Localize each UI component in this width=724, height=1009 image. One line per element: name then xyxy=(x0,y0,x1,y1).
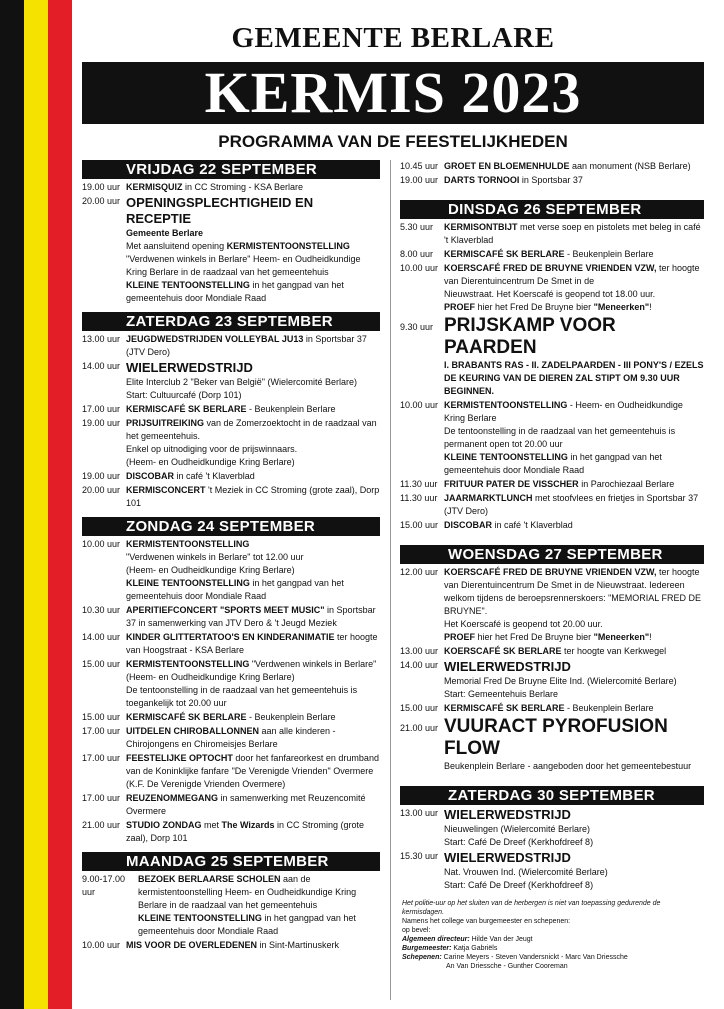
event: 19.00 uur DISCOBAR in café 't Klaverblad xyxy=(82,471,255,481)
day-header-friday: VRIJDAG 22 SEPTEMBER xyxy=(82,160,380,179)
event: 13.00 uur JEUGDWEDSTRIJDEN VOLLEYBAL JU13 in Sportsbar 37 (JTV Dero) xyxy=(82,334,367,357)
event: 11.30 uur FRITUUR PATER DE VISSCHER in Parochiezaal Berlare xyxy=(400,479,675,489)
event: 21.00 uur STUDIO ZONDAG met The Wizards in CC Stroming (grote zaal), Dorp 101 xyxy=(82,820,364,843)
event: 19.00 uur KERMISQUIZ in CC Stroming - KSA Berlare xyxy=(82,182,304,192)
event: 14.00 uur KINDER GLITTERTATOO'S EN KINDERANIMATIE ter hoogte van Hoogstraat - KSA Berlare xyxy=(82,632,378,655)
event: 15.00 uur KERMISCAFÉ SK BERLARE - Beukenplein Berlare xyxy=(82,712,336,722)
poster xyxy=(82,0,704,1009)
right-column xyxy=(400,160,704,971)
day-header-saturday: ZATERDAG 23 SEPTEMBER xyxy=(82,312,380,331)
event: 15.00 uur DISCOBAR in café 't Klaverblad xyxy=(400,520,573,530)
footer-notice: Het politie-uur op het sluiten van de herbergen is niet van toepassing gedurende de kermisdagen. Namens het college van burgemeester en schepenen: op bevel: Algemeen directeur: Hilde Van der Jeugt Burgemeester: Katja Gabriëls Schepenen: Carine Meyers - Steven Vandersnickt - Marc Van Driessche An Van Driessche - Gunther Cooreman xyxy=(402,900,661,970)
event: 19.00 uur PRIJSUITREIKING van de Zomerzoektocht in de raadzaal van het gemeentehuis. Enkel op uitnodiging voor de prijswinnaars. (Heem- en Oudheidkundige Kring Berlare) xyxy=(82,418,377,467)
column-divider xyxy=(390,160,391,1000)
event: 9.00-17.00 uur BEZOEK BERLAARSE SCHOLEN aan de kermistentoonstelling Heem- en Oudheidkundige Kring Berlare in de raadzaal van het gemeentehuis KLEINE TENTOONSTELLING in het gangpad van het gemeentehuis door Mondiale Raad xyxy=(82,874,357,936)
event: 15.00 uur KERMISCAFÉ SK BERLARE - Beukenplein Berlare xyxy=(400,703,654,713)
municipality-title: GEMEENTE BERLARE xyxy=(231,22,555,54)
event: 9.30 uur PRIJSKAMP VOOR PAARDEN I. BRABANTS RAS - II. ZADELPAARDEN - III PONY'S / EZELS DE KEURING VAN DE DIEREN ZAL STIPT OM 9.30 UUR BEGINNEN. xyxy=(400,315,704,396)
flag-black-stripe xyxy=(0,0,24,1009)
event: 10.00 uur MIS VOOR DE OVERLEDENEN in Sint-Martinuskerk xyxy=(82,940,340,950)
event: 11.30 uur JAARMARKTLUNCH met stoofvlees en frietjes in Sportsbar 37 (JTV Dero) xyxy=(400,493,699,516)
event: 13.00 uur WIELERWEDSTRIJD Nieuwelingen (Wielercomité Berlare) Start: Café De Dreef (Kerkhofdreef 8) xyxy=(400,807,594,847)
event: 14.00 uur WIELERWEDSTRIJD Elite Interclub 2 "Beker van België" (Wielercomité Berlare) Start: Cultuurcafé (Dorp 101) xyxy=(82,360,357,400)
day-header-wednesday: WOENSDAG 27 SEPTEMBER xyxy=(400,545,704,564)
event: 17.00 uur FEESTELIJKE OPTOCHT door het fanfareorkest en drumband van de Koninklijke fanfare "De Verenigde Vrienden" Overmere (K.F. De Verenigde Vrienden Overmere) xyxy=(82,753,379,789)
flag-red-stripe xyxy=(48,0,72,1009)
day-header-tuesday: DINSDAG 26 SEPTEMBER xyxy=(400,200,704,219)
event: 19.00 uur DARTS TORNOOI in Sportsbar 37 xyxy=(400,175,583,185)
event: 17.00 uur UITDELEN CHIROBALLONNEN aan alle kinderen - Chirojongens en Chiromeisjes Berlare xyxy=(82,726,336,749)
left-column xyxy=(82,160,380,953)
event: 20.00 uur OPENINGSPLECHTIGHEID EN RECEPTIE Gemeente Berlare Met aansluitend opening KERMISTENTOONSTELLING "Verdwenen winkels in Berlare" Heem- en Oudheidkundige Kring Berlare in de raadzaal van het gemeentehuis KLEINE TENTOONSTELLING in het gangpad van het gemeentehuis door Mondiale Raad xyxy=(82,195,361,303)
event: 10.45 uur GROET EN BLOEMENHULDE aan monument (NSB Berlare) xyxy=(400,161,691,171)
subtitle: PROGRAMMA VAN DE FEESTELIJKHEDEN xyxy=(218,132,568,151)
event: 15.00 uur KERMISTENTOONSTELLING "Verdwenen winkels in Berlare" (Heem- en Oudheidkundige Kring Berlare) De tentoonstelling in de raadzaal van het gemeentehuis is toegankelijk tot 20.00 uur xyxy=(82,659,377,708)
event: 13.00 uur KOERSCAFÉ SK BERLARE ter hoogte van Kerkwegel xyxy=(400,646,667,656)
flag-yellow-stripe xyxy=(24,0,48,1009)
day-header-monday: MAANDAG 25 SEPTEMBER xyxy=(82,852,380,871)
event: 8.00 uur KERMISCAFÉ SK BERLARE - Beukenplein Berlare xyxy=(400,249,654,259)
event: 14.00 uur WIELERWEDSTRIJD Memorial Fred De Bruyne Elite Ind. (Wielercomité Berlare) Start: Gemeentehuis Berlare xyxy=(400,659,677,699)
event: 10.30 uur APERITIEFCONCERT "SPORTS MEET MUSIC" in Sportsbar 37 in samenwerking van JTV Dero & 't Jeugd Meziek xyxy=(82,605,376,628)
event: 10.00 uur KERMISTENTOONSTELLING - Heem- en Oudheidkundige Kring Berlare De tentoonstelling in de raadzaal van het gemeentehuis is permanent open tot 20.00 uur KLEINE TENTOONSTELLING in het gangpad van het gemeentehuis door Mondiale Raad xyxy=(400,400,683,475)
main-title-bar: KERMIS 2023 xyxy=(82,62,704,124)
event: 17.00 uur REUZENOMMEGANG in samenwerking met Reuzencomité Overmere xyxy=(82,793,366,816)
day-header-sunday: ZONDAG 24 SEPTEMBER xyxy=(82,517,380,536)
event: 15.30 uur WIELERWEDSTRIJD Nat. Vrouwen Ind. (Wielercomité Berlare) Start: Café De Dreef (Kerkhofdreef 8) xyxy=(400,850,608,890)
event: 20.00 uur KERMISCONCERT 't Meziek in CC Stroming (grote zaal), Dorp 101 xyxy=(82,485,380,508)
event: 10.00 uur KOERSCAFÉ FRED DE BRUYNE VRIENDEN VZW, ter hoogte van Dierentuincentrum De Smet in de Nieuwstraat. Het Koerscafé is geopend tot 18.00 uur. PROEF hier het Fred De Bruyne bier "Meneerken"! xyxy=(400,263,700,312)
event: 21.00 uur VUURACT PYROFUSION FLOW Beukenplein Berlare - aangeboden door het gemeentebestuur xyxy=(400,716,692,771)
day-header-saturday-30: ZATERDAG 30 SEPTEMBER xyxy=(400,786,704,805)
event: 5.30 uur KERMISONTBIJT met verse soep en pistolets met beleg in café 't Klaverblad xyxy=(400,222,701,245)
event: 10.00 uur KERMISTENTOONSTELLING "Verdwenen winkels in Berlare" tot 12.00 uur (Heem- en Oudheidkundige Kring Berlare) KLEINE TENTOONSTELLING in het gangpad van het gemeentehuis door Mondiale Raad xyxy=(82,539,344,601)
event: 12.00 uur KOERSCAFÉ FRED DE BRUYNE VRIENDEN VZW, ter hoogte van Dierentuincentrum De Smet in de Nieuwstraat. Iedereen welkom tijdens de beroepsrennerskoers: "MEMORIAL FRED DE BRUYNE". Het Koerscafé is geopend tot 20.00 uur. PROEF hier het Fred De Bruyne bier "Meneerken"! xyxy=(400,567,701,642)
event: 17.00 uur KERMISCAFÉ SK BERLARE - Beukenplein Berlare xyxy=(82,404,336,414)
